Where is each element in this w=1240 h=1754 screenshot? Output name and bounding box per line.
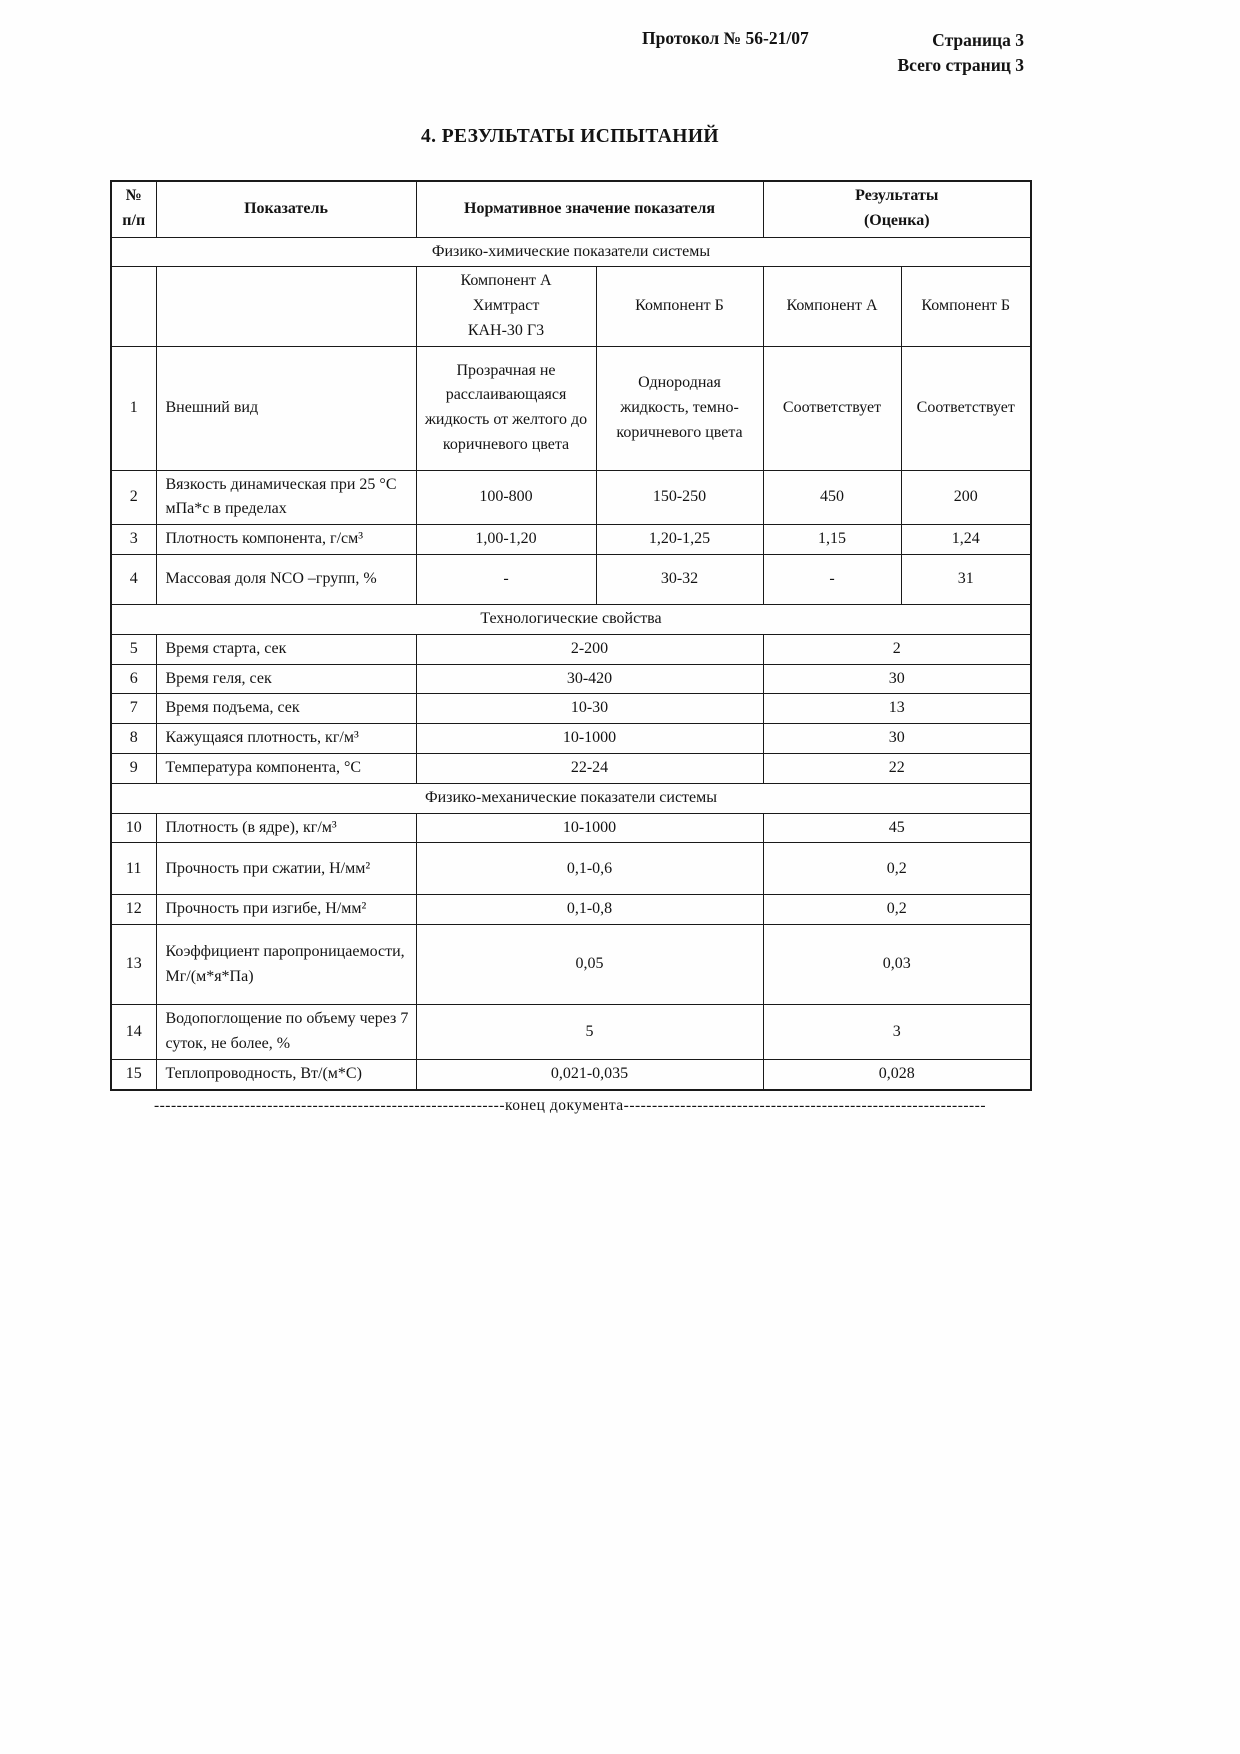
section-label: Физико-механические показатели системы — [111, 783, 1031, 813]
col-header-indicator: Показатель — [156, 181, 416, 237]
cell-res-a: 450 — [763, 470, 901, 525]
col-header-normative: Нормативное значение показателя — [416, 181, 763, 237]
table-row — [111, 1005, 1031, 1060]
cell-num: 10 — [111, 813, 156, 843]
results-table — [110, 180, 1032, 1091]
cell-indicator: Массовая доля NCO –групп, % — [156, 555, 416, 605]
table-row — [111, 346, 1031, 470]
cell-norm: 0,1-0,6 — [416, 843, 763, 895]
section-label: Физико-химические показатели системы — [111, 237, 1031, 267]
table-row — [111, 470, 1031, 525]
cell-res: 3 — [763, 1005, 1031, 1060]
cell-norm-b: 1,20-1,25 — [596, 525, 763, 555]
col-header-num: № п/п — [111, 181, 156, 237]
cell-norm-b: Однородная жидкость, темно-коричневого цвета — [596, 346, 763, 470]
cell-norm-a: - — [416, 555, 596, 605]
cell-res: 0,2 — [763, 843, 1031, 895]
cell-res-b: 1,24 — [901, 525, 1031, 555]
subcol-norm-a: Компонент А Химтраст КАН-30 Г3 — [416, 267, 596, 346]
section-row-physmech — [111, 783, 1031, 813]
table-row — [111, 555, 1031, 605]
cell-res: 30 — [763, 664, 1031, 694]
cell-res: 0,028 — [763, 1059, 1031, 1089]
cell-num: 8 — [111, 724, 156, 754]
cell-num: 7 — [111, 694, 156, 724]
section-row-physchem — [111, 237, 1031, 267]
cell-indicator: Плотность компонента, г/см³ — [156, 525, 416, 555]
table-row — [111, 724, 1031, 754]
cell-num: 11 — [111, 843, 156, 895]
cell-res-b: Соответствует — [901, 346, 1031, 470]
cell-norm: 10-30 — [416, 694, 763, 724]
cell-norm: 2-200 — [416, 634, 763, 664]
cell-num: 12 — [111, 895, 156, 925]
cell-num: 3 — [111, 525, 156, 555]
cell-norm-a: 100-800 — [416, 470, 596, 525]
table-row — [111, 525, 1031, 555]
table-row — [111, 1059, 1031, 1089]
cell-num: 6 — [111, 664, 156, 694]
cell-norm: 22-24 — [416, 754, 763, 784]
cell-res: 0,03 — [763, 925, 1031, 1005]
cell-indicator: Водопоглощение по объему через 7 суток, не более, % — [156, 1005, 416, 1060]
page-info — [898, 28, 1025, 79]
cell-indicator: Коэффициент паропроницаемости, Мг/(м*я*Па) — [156, 925, 416, 1005]
cell-res-a: 1,15 — [763, 525, 901, 555]
total-pages: Всего страниц 3 — [897, 55, 1024, 76]
table-row — [111, 664, 1031, 694]
cell-res: 45 — [763, 813, 1031, 843]
cell-res: 22 — [763, 754, 1031, 784]
end-of-document-line: --------------------------------------------------------------конец документа---------------------------------------------------------------- — [153, 1097, 987, 1114]
cell-norm-b: 30-32 — [596, 555, 763, 605]
cell-res-b: 200 — [901, 470, 1031, 525]
cell-norm: 0,1-0,8 — [416, 895, 763, 925]
cell-norm: 30-420 — [416, 664, 763, 694]
cell-indicator: Кажущаяся плотность, кг/м³ — [156, 724, 416, 754]
table-row — [111, 843, 1031, 895]
cell-norm: 10-1000 — [416, 813, 763, 843]
cell-num: 15 — [111, 1059, 156, 1089]
cell-indicator: Прочность при сжатии, Н/мм² — [156, 843, 416, 895]
cell-res: 2 — [763, 634, 1031, 664]
cell-res-a: - — [763, 555, 901, 605]
cell-indicator: Теплопроводность, Вт/(м*С) — [156, 1059, 416, 1089]
cell-num: 4 — [111, 555, 156, 605]
cell-num: 1 — [111, 346, 156, 470]
cell-res: 30 — [763, 724, 1031, 754]
cell-res-a: Соответствует — [763, 346, 901, 470]
section-label: Технологические свойства — [111, 605, 1031, 635]
table-row — [111, 925, 1031, 1005]
cell-indicator: Вязкость динамическая при 25 °С мПа*с в пределах — [156, 470, 416, 525]
subcol-res-a: Компонент А — [763, 267, 901, 346]
cell-indicator: Время подъема, сек — [156, 694, 416, 724]
cell-indicator: Прочность при изгибе, Н/мм² — [156, 895, 416, 925]
cell-num: 9 — [111, 754, 156, 784]
cell-num: 13 — [111, 925, 156, 1005]
empty-cell — [156, 267, 416, 346]
cell-norm: 0,021-0,035 — [416, 1059, 763, 1089]
cell-norm-b: 150-250 — [596, 470, 763, 525]
cell-norm: 10-1000 — [416, 724, 763, 754]
section-title: 4. РЕЗУЛЬТАТЫ ИСПЫТАНИЙ — [421, 126, 719, 147]
empty-cell — [111, 267, 156, 346]
table-row — [111, 895, 1031, 925]
cell-res-b: 31 — [901, 555, 1031, 605]
cell-indicator: Внешний вид — [156, 346, 416, 470]
table-row — [111, 694, 1031, 724]
subheader-row — [111, 267, 1031, 346]
cell-num: 14 — [111, 1005, 156, 1060]
cell-res: 0,2 — [763, 895, 1031, 925]
cell-indicator: Время геля, сек — [156, 664, 416, 694]
cell-indicator: Температура компонента, °С — [156, 754, 416, 784]
cell-norm: 5 — [416, 1005, 763, 1060]
table-row — [111, 754, 1031, 784]
subcol-norm-b: Компонент Б — [596, 267, 763, 346]
cell-indicator: Время старта, сек — [156, 634, 416, 664]
cell-norm-a: Прозрачная не расслаивающаяся жидкость от желтого до коричневого цвета — [416, 346, 596, 470]
table-row — [111, 813, 1031, 843]
cell-res: 13 — [763, 694, 1031, 724]
page-number: Страница 3 — [932, 30, 1024, 50]
cell-norm-a: 1,00-1,20 — [416, 525, 596, 555]
subcol-res-b: Компонент Б — [901, 267, 1031, 346]
table-row — [111, 634, 1031, 664]
protocol-number: Протокол № 56-21/07 — [642, 28, 809, 48]
section-row-tech — [111, 605, 1031, 635]
cell-num: 5 — [111, 634, 156, 664]
cell-indicator: Плотность (в ядре), кг/м³ — [156, 813, 416, 843]
cell-num: 2 — [111, 470, 156, 525]
table-header-row — [111, 181, 1031, 237]
col-header-results: Результаты (Оценка) — [763, 181, 1031, 237]
cell-norm: 0,05 — [416, 925, 763, 1005]
